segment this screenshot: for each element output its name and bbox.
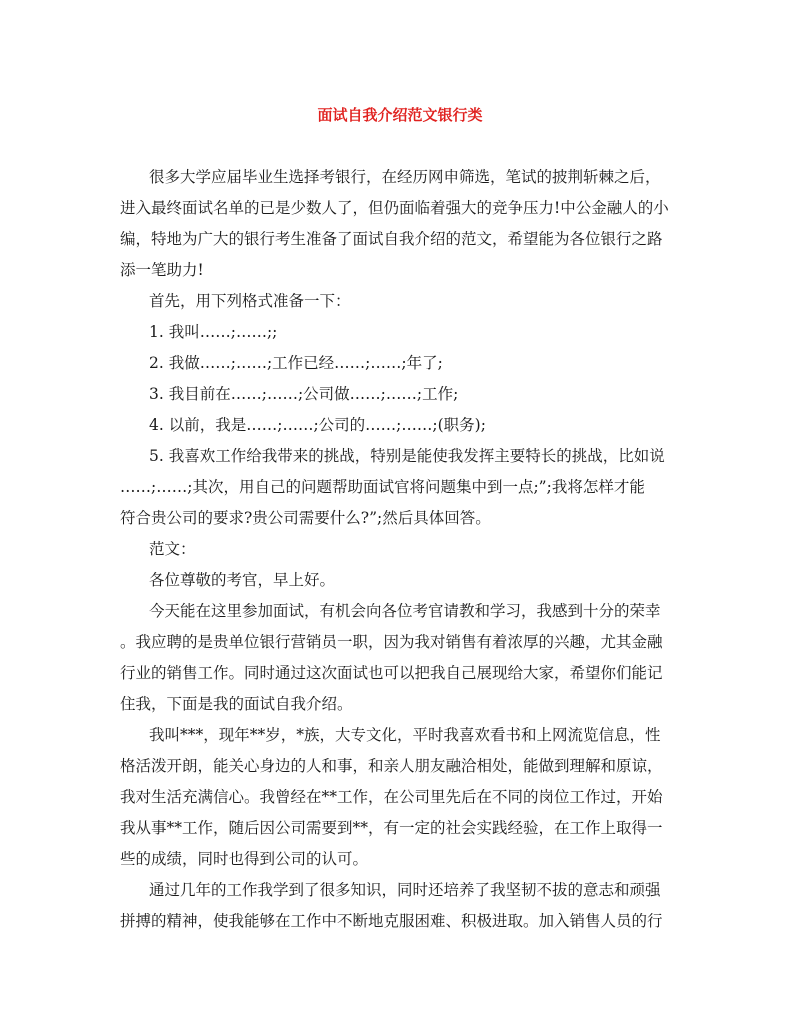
text-line: 拼搏的精神，使我能够在工作中不断地克服困难、积极进取。加入销售人员的行 [120,912,663,930]
text-line: 格活泼开朗，能关心身边的人和事，和亲人朋友融洽相处，能做到理解和原谅， [120,757,663,775]
text-line: 各位尊敬的考官，早上好。 [149,571,336,589]
text-line: 3. 我目前在……;……;公司做……;……;工作; [149,385,459,403]
text-line: 住我，下面是我的面试自我介绍。 [120,695,353,713]
text-line: 些的成绩，同时也得到公司的认可。 [120,850,369,868]
text-line: 添一笔助力! [120,261,204,279]
text-line: 4. 以前，我是……;……;公司的……;……;(职务); [149,416,486,434]
text-line: 我对生活充满信心。我曾经在**工作，在公司里先后在不同的岗位工作过，开始 [120,788,663,806]
text-line: 行业的销售工作。同时通过这次面试也可以把我自己展现给大家，希望你们能记 [120,664,663,682]
text-line: 首先，用下列格式准备一下： [149,292,351,310]
text-line: 通过几年的工作我学到了很多知识，同时还培养了我坚韧不拔的意志和顽强 [149,881,661,899]
text-line: 进入最终面试名单的已是少数人了，但仍面临着强大的竞争压力!中公金融人的小 [120,199,669,217]
text-line: 2. 我做……;……;工作已经……;……;年了; [149,354,443,372]
text-line: 符合贵公司的要求?贵公司需要什么?”;然后具体回答。 [120,509,491,527]
document-title: 面试自我介绍范文银行类 [317,106,483,124]
text-line: 范文： [149,540,196,558]
text-line: 今天能在这里参加面试，有机会向各位考官请教和学习，我感到十分的荣幸 [149,602,661,620]
text-line: 1. 我叫……;……;; [149,323,278,341]
text-line: 5. 我喜欢工作给我带来的挑战，特别是能使我发挥主要特长的挑战，比如说 [149,447,665,465]
text-line: ……;……;其次，用自己的问题帮助面试官将问题集中到一点;”;我将怎样才能 [120,478,645,496]
text-line: 我叫***，现年**岁，*族，大专文化，平时我喜欢看书和上网流览信息，性 [149,726,661,744]
text-line: 我从事**工作，随后因公司需要到**，有一定的社会实践经验，在工作上取得一 [120,819,663,837]
text-line: 编，特地为广大的银行考生准备了面试自我介绍的范文，希望能为各位银行之路 [120,230,663,248]
text-line: 。我应聘的是贵单位银行营销员一职，因为我对销售有着浓厚的兴趣，尤其金融 [120,633,663,651]
text-line: 很多大学应届毕业生选择考银行，在经历网申筛选，笔试的披荆斩棘之后， [149,168,661,186]
